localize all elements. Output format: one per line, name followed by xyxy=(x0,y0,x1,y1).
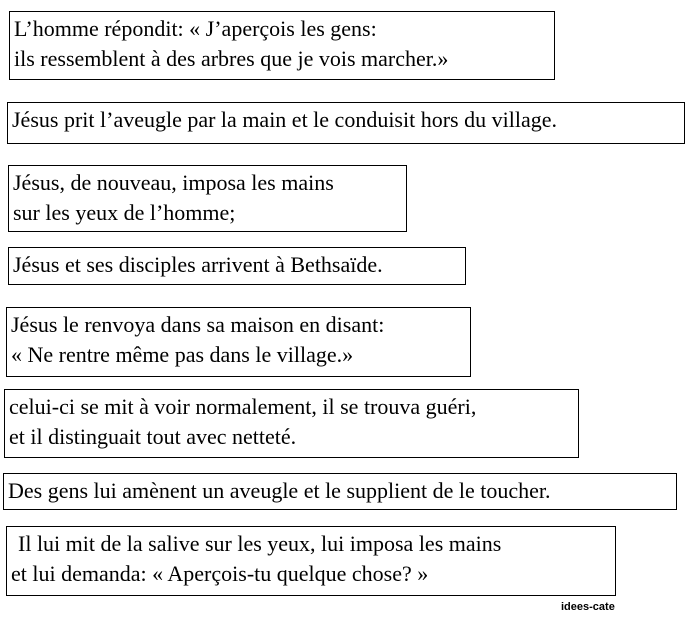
card-text-line: L’homme répondit: « J’aperçois les gens: xyxy=(14,16,377,41)
card-text-line: Jésus prit l’aveugle par la main et le conduisit hors du village. xyxy=(12,107,557,132)
story-card-8 xyxy=(6,526,616,596)
card-text-line: celui-ci se mit à voir normalement, il se trouva guéri, xyxy=(9,394,477,419)
story-card-1 xyxy=(9,11,555,80)
card-text-line: et il distinguait tout avec netteté. xyxy=(9,424,297,449)
card-text-line: ils ressemblent à des arbres que je vois marcher.» xyxy=(14,46,449,71)
card-text-line: Des gens lui amènent un aveugle et le supplient de le toucher. xyxy=(8,478,551,503)
story-card-5 xyxy=(6,307,471,377)
credit-label: idees-cate xyxy=(561,601,615,613)
card-text-line: et lui demanda: « Aperçois-tu quelque chose? » xyxy=(11,561,429,586)
story-card-7 xyxy=(3,473,677,510)
card-text-line: Jésus et ses disciples arrivent à Bethsaïde. xyxy=(13,252,383,277)
card-text-line: Jésus, de nouveau, imposa les mains xyxy=(13,170,334,195)
card-text-line: sur les yeux de l’homme; xyxy=(13,200,236,225)
story-card-2 xyxy=(7,102,685,144)
card-text-line: Il lui mit de la salive sur les yeux, lui imposa les mains xyxy=(18,531,502,556)
card-text-line: « Ne rentre même pas dans le village.» xyxy=(11,342,354,367)
card-text-line: Jésus le renvoya dans sa maison en disant: xyxy=(11,312,385,337)
story-card-3 xyxy=(8,165,407,232)
story-card-4 xyxy=(8,247,466,285)
story-card-6 xyxy=(4,389,579,458)
